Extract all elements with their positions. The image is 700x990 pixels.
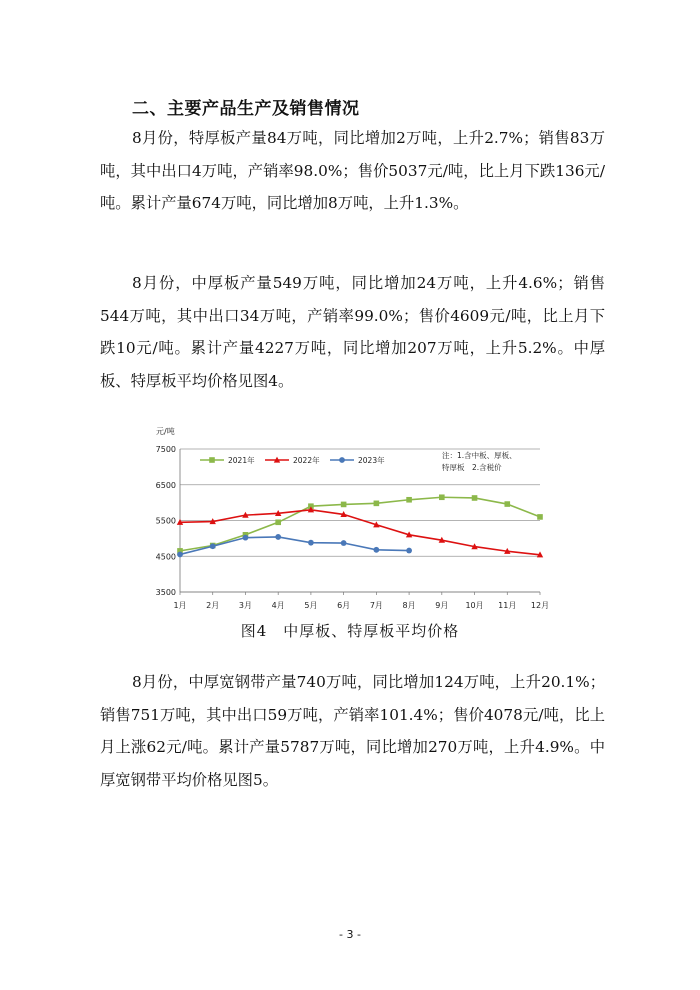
data-point: [504, 501, 510, 507]
data-point: [275, 534, 281, 540]
paragraph-medium-thick-plate: 8月份，中厚板产量549万吨，同比增加24万吨，上升4.6%；销售544万吨，其中出口34万吨，产销率99.0%；售价4609元/吨，比上月下跌10元/吨。累计产量4227万吨，同比增加207万吨，上升5.2%。中厚板、特厚板平均价格见图4。: [100, 274, 605, 390]
y-tick-label: 6500: [155, 480, 176, 490]
chart-note-line: 注：1.含中板、厚板、: [442, 451, 517, 460]
series-line: [180, 497, 540, 551]
data-point: [243, 535, 249, 541]
legend-label: 2022年: [293, 456, 320, 465]
section-heading: 二、主要产品生产及销售情况: [132, 99, 360, 119]
series-line: [180, 510, 540, 555]
chart-series: [177, 494, 543, 557]
chart-note-line: 特厚板 2.含税价: [442, 463, 502, 472]
price-line-chart: [150, 420, 550, 620]
x-tick-label: 12月: [530, 601, 550, 610]
x-tick-label: 1月: [173, 601, 187, 610]
x-tick-label: 8月: [402, 601, 416, 610]
data-point: [210, 543, 216, 549]
legend-label: 2021年: [228, 456, 255, 465]
data-point: [341, 540, 347, 546]
data-point: [339, 457, 345, 463]
chart-note: [442, 450, 517, 472]
data-point: [308, 540, 314, 546]
x-tick-label: 9月: [435, 601, 449, 610]
x-tick-label: 3月: [238, 601, 253, 610]
x-tick-label: 2月: [206, 601, 220, 610]
x-tick-label: 4月: [271, 601, 285, 610]
x-tick-label: 11月: [498, 601, 517, 610]
paragraph-extra-thick-plate: 8月份，特厚板产量84万吨，同比增加2万吨，上升2.7%；销售83万吨，其中出口4万吨，产销率98.0%；售价5037元/吨，比上月下跌136元/吨。累计产量674万吨，同比增加8万吨，上升1.3%。: [100, 129, 605, 212]
page-number: - 3 -: [339, 928, 361, 941]
chart-legend: [200, 455, 385, 465]
y-tick-label: 4500: [155, 552, 176, 562]
y-tick-label: 5500: [155, 516, 176, 526]
paragraph-wide-strip: 8月份，中厚宽钢带产量740万吨，同比增加124万吨，上升20.1%；销售751万吨，其中出口59万吨，产销率101.4%；售价4078元/吨，比上月上涨62元/吨。累计产量5787万吨，同比增加270万吨，上升4.9%。中厚宽钢带平均价格见图5。: [100, 673, 605, 789]
data-point: [374, 501, 380, 507]
data-point: [537, 514, 543, 520]
x-tick-label: 6月: [337, 601, 351, 610]
data-point: [177, 552, 183, 558]
y-axis-label: 元/吨: [156, 427, 175, 436]
x-tick-label: 10月: [465, 601, 484, 610]
y-tick-label: 3500: [155, 588, 176, 597]
data-point: [373, 547, 379, 553]
data-point: [275, 519, 281, 525]
data-point: [406, 548, 412, 554]
data-point: [341, 502, 347, 508]
x-tick-label: 7月: [369, 601, 383, 610]
data-point: [439, 494, 445, 500]
legend-label: 2023年: [358, 456, 385, 465]
x-tick-label: 5月: [304, 601, 318, 610]
data-point: [472, 495, 478, 501]
data-point: [209, 457, 215, 463]
data-point: [406, 497, 412, 503]
figure-caption: 图4 中厚板、特厚板平均价格: [240, 622, 460, 640]
y-tick-label: 7500: [155, 445, 176, 454]
